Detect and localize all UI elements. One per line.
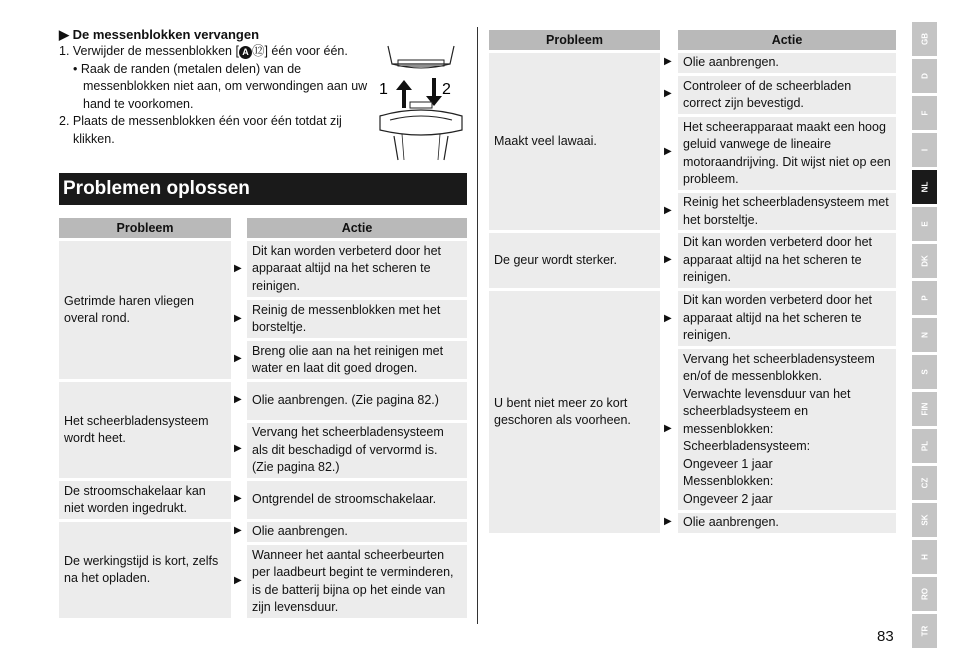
shaver-icon (376, 42, 468, 162)
right-problem-1: Maakt veel lawaai. (489, 53, 660, 230)
left-problem-1: Getrimde haren vliegen overal rond. (59, 241, 231, 379)
right-action-1-3: Het scheerapparaat maakt een hoog geluid vanwege de lineaire motoraandrijving. Dit wijst niet op een probleem. (678, 117, 896, 190)
arrow-icon: ▶ (664, 146, 672, 157)
lang-tab-tr[interactable]: TR (912, 614, 937, 648)
arrow-icon: ▶ (234, 525, 242, 536)
left-action-1-1: Dit kan worden verbeterd door het apparaat altijd na het scheren te reinigen. (247, 241, 467, 297)
right-action-1-1: Olie aanbrengen. (678, 53, 896, 73)
arrow-icon: ▶ (234, 575, 242, 586)
left-action-1-2: Reinig de messenblokken met het borsteltje. (247, 300, 467, 338)
arrow-icon: ▶ (664, 205, 672, 216)
lang-tab-f[interactable]: F (912, 96, 937, 130)
left-problem-4: De werkingstijd is kort, zelfs na het opladen. (59, 522, 231, 618)
lang-tab-e[interactable]: E (912, 207, 937, 241)
left-problem-2: Het scheerbladensysteem wordt heet. (59, 382, 231, 478)
step-1: 1. Verwijder de messenblokken [ A ⑫] één voor één. (59, 44, 348, 58)
right-action-3-3: Olie aanbrengen. (678, 513, 896, 533)
lang-tab-pl[interactable]: PL (912, 429, 937, 463)
left-action-1-3: Breng olie aan na het reinigen met water en laat dit goed drogen. (247, 341, 467, 379)
arrow-icon: ▶ (234, 443, 242, 454)
right-problem-2: De geur wordt sterker. (489, 233, 660, 288)
arrow-icon: ▶ (234, 353, 242, 364)
right-action-1-2: Controleer of de scheerbladen correct zijn bevestigd. (678, 76, 896, 114)
arrow-icon: ▶ (234, 493, 242, 504)
arrow-icon: ▶ (234, 394, 242, 405)
left-action-2-2: Vervang het scheerbladensysteem als dit beschadigd of vervormd is. (Zie pagina 82.) (247, 423, 467, 478)
right-action-3-1: Dit kan worden verbeterd door het apparaat altijd na het scheren te reinigen. (678, 291, 896, 346)
arrow-icon: ▶ (664, 313, 672, 324)
shaver-blade-illustration (376, 42, 468, 162)
svg-text:2: 2 (442, 81, 451, 98)
lang-tab-gb[interactable]: GB (912, 22, 937, 56)
page-number: 83 (877, 628, 894, 645)
circle-a-badge: A (239, 46, 252, 59)
lang-tab-fin[interactable]: FIN (912, 392, 937, 426)
left-header-problem: Probleem (59, 218, 231, 238)
column-divider (477, 27, 478, 624)
svg-text:1: 1 (379, 81, 388, 98)
step-2: 2. Plaats de messenblokken één voor één totdat zij klikken. (59, 114, 342, 146)
lang-tab-d[interactable]: D (912, 59, 937, 93)
lang-tab-cz[interactable]: CZ (912, 466, 937, 500)
arrow-icon: ▶ (664, 516, 672, 527)
replace-blades-heading: ▶ De messenblokken vervangen (59, 27, 260, 42)
lang-tab-n[interactable]: N (912, 318, 937, 352)
right-header-action: Actie (678, 30, 896, 50)
lang-tab-p[interactable]: P (912, 281, 937, 315)
arrow-icon: ▶ (234, 263, 242, 274)
left-action-2-1: Olie aanbrengen. (Zie pagina 82.) (247, 382, 467, 420)
arrow-icon: ▶ (664, 254, 672, 265)
left-action-4-1: Olie aanbrengen. (247, 522, 467, 542)
left-action-4-2: Wanneer het aantal scheerbeurten per laadbeurt begint te verminderen, is de batterij bijna op het einde van zijn levensduur. (247, 545, 467, 618)
lang-tab-nl[interactable]: NL (912, 170, 937, 204)
right-action-1-4: Reinig het scheerbladensysteem met het borsteltje. (678, 193, 896, 230)
right-action-3-2: Vervang het scheerbladensysteem en/of de messenblokken. Verwachte levensduur van het scheerbladsysteem en messenblokken: Scheerbladensysteem: Ongeveer 1 jaar Messenblokken: Ongeveer 2 jaar (678, 349, 896, 510)
lang-tab-i[interactable]: I (912, 133, 937, 167)
left-problem-3: De stroomschakelaar kan niet worden ingedrukt. (59, 481, 231, 519)
section-title: Problemen oplossen (59, 173, 467, 205)
arrow-icon: ▶ (664, 56, 672, 67)
lang-tab-ro[interactable]: RO (912, 577, 937, 611)
right-action-2-1: Dit kan worden verbeterd door het apparaat altijd na het scheren te reinigen. (678, 233, 896, 288)
arrow-icon: ▶ (664, 423, 672, 434)
arrow-icon: ▶ (234, 313, 242, 324)
warning-bullet: • Raak de randen (metalen delen) van de messenblokken niet aan, om verwondingen aan uw hand te voorkomen. (73, 61, 368, 111)
arrow-icon: ▶ (664, 88, 672, 99)
right-problem-3: U bent niet meer zo kort geschoren als voorheen. (489, 291, 660, 533)
lang-tab-sk[interactable]: SK (912, 503, 937, 537)
lang-tab-dk[interactable]: DK (912, 244, 937, 278)
left-header-action: Actie (247, 218, 467, 238)
right-header-problem: Probleem (489, 30, 660, 50)
lang-tab-h[interactable]: H (912, 540, 937, 574)
left-action-3-1: Ontgrendel de stroomschakelaar. (247, 481, 467, 519)
lang-tab-s[interactable]: S (912, 355, 937, 389)
